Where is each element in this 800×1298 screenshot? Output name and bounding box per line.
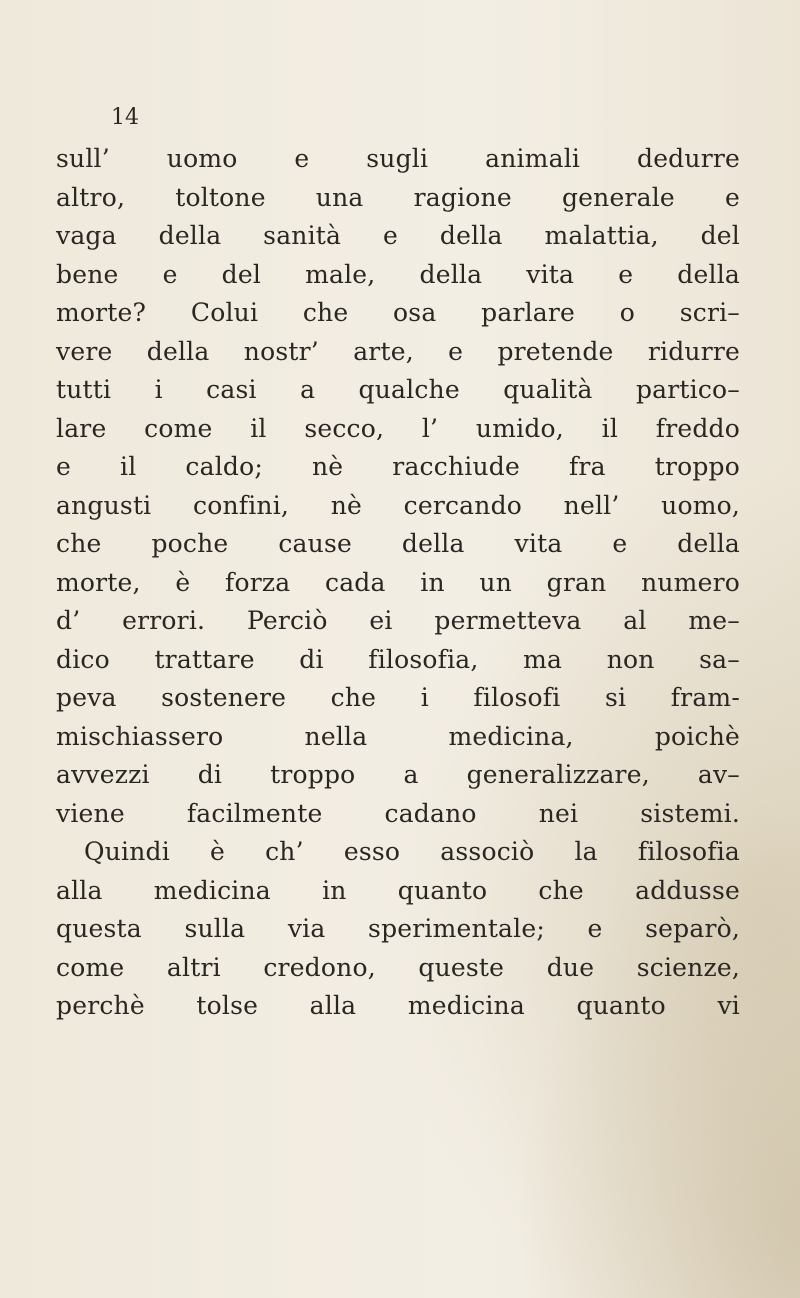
text-line: altro, toltone una ragione generale e — [56, 182, 740, 212]
text-line: avvezzi di troppo a generalizzare, av– — [56, 760, 740, 789]
text-line: come altri credono, queste due scienze, — [56, 952, 740, 982]
text-line: sull’ uomo e sugli animali dedurre — [56, 144, 740, 173]
text-line: viene facilmente cadano nei sistemi. — [56, 798, 740, 828]
paragraph-start-line: Quindi è ch’ esso associò la filosofia — [84, 837, 740, 866]
text-line: angusti confini, nè cercando nell’ uomo, — [56, 490, 740, 520]
text-line: peva sostenere che i filosofi si fram- — [56, 683, 740, 712]
text-line: d’ errori. Perciò ei permetteva al me– — [56, 606, 740, 635]
text-line: questa sulla via sperimentale; e separò, — [56, 914, 740, 943]
text-line: alla medicina in quanto che addusse — [56, 875, 740, 905]
text-line: perchè tolse alla medicina quanto vi — [56, 991, 740, 1020]
text-line: lare come il secco, l’ umido, il freddo — [56, 413, 740, 443]
text-line: che poche cause della vita e della — [56, 529, 740, 558]
body-text — [56, 140, 740, 1026]
text-line: vere della nostr’ arte, e pretende ridurre — [56, 336, 740, 366]
text-line: bene e del male, della vita e della — [56, 259, 740, 289]
text-line: tutti i casi a qualche qualità partico– — [56, 375, 740, 404]
text-line: dico trattare di filosofia, ma non sa– — [56, 644, 740, 674]
text-line: mischiassero nella medicina, poichè — [56, 721, 740, 751]
text-line: vaga della sanità e della malattia, del — [56, 221, 740, 250]
text-line: morte? Colui che osa parlare o scri– — [56, 298, 740, 327]
page-number: 14 — [111, 105, 139, 130]
text-line: morte, è forza cada in un gran numero — [56, 567, 740, 597]
text-line: e il caldo; nè racchiude fra troppo — [56, 452, 740, 481]
